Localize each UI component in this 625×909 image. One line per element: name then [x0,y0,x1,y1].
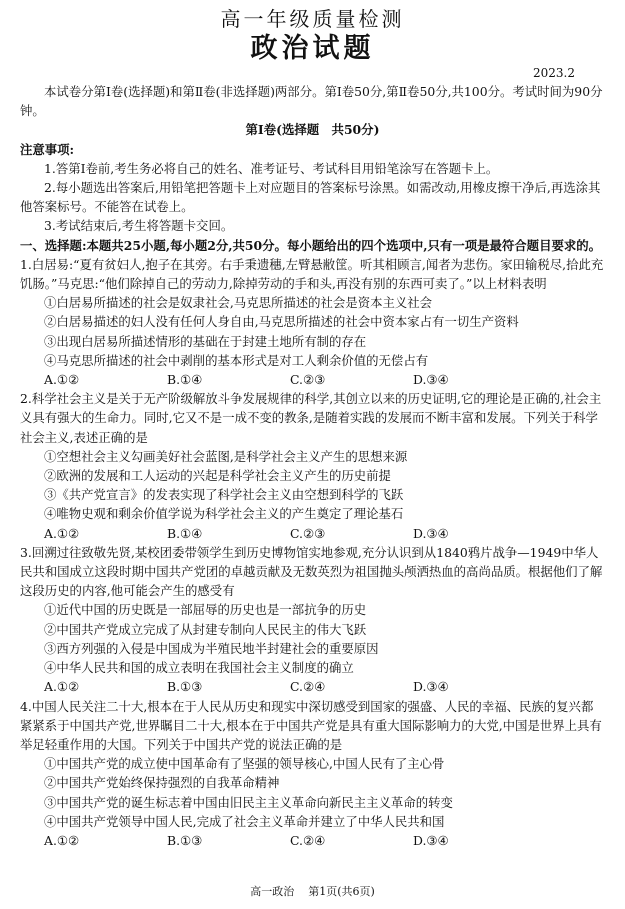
answer-choices [20,524,605,543]
question-4 [20,697,605,851]
question-option: ①近代中国的历史既是一部屈辱的历史也是一部抗争的历史 [44,602,367,618]
footer-page-number: 第1页(共6页) [308,885,375,898]
question-1 [20,255,605,389]
note-item: 2.每小题选出答案后,用铅笔把答题卡上对应题目的答案标号涂黑。如需改动,用橡皮擦干净后,再选涂其他答案标号。不能答在试卷上。 [20,180,601,215]
intro-paragraph: 本试卷分第Ⅰ卷(选择题)和第Ⅱ卷(非选择题)两部分。第Ⅰ卷50分,第Ⅱ卷50分,共100分。考试时间为90分钟。 [20,84,603,119]
question-option: ②中国共产党成立完成了从封建专制向人民民主的伟大飞跃 [44,621,367,637]
choice-b: B.①④ [167,525,203,541]
question-option: ④中国共产党领导中国人民,完成了社会主义革命并建立了中华人民共和国 [44,813,445,829]
question-stem: 2.科学社会主义是关于无产阶级解放斗争发展规律的科学,其创立以来的历史证明,它的理论是正确的,社会主义具有强大的生命力。同时,它又不是一成不变的教条,是随着实践的发展而不断丰富和发展。下列关于科学社会主义,表述正确的是 [20,391,602,445]
choice-d: D.③④ [413,372,449,388]
question-2 [20,389,605,543]
choice-d: D.③④ [413,525,449,541]
choice-c: C.②④ [290,832,326,848]
choice-a: A.①② [44,372,80,388]
choice-a: A.①② [44,525,80,541]
question-option: ③出现白居易所描述情形的基础在于封建土地所有制的存在 [44,333,367,349]
question-stem: 4.中国人民关注二十大,根本在于人民从历史和现实中深切感受到国家的强盛、人民的幸福、民族的复兴都紧紧系于中国共产党,世界瞩目二十大,根本在于中国共产党是具有重大国际影响力的大党,中国是世界上具有举足轻重作用的大国。下列关于中国共产党的说法正确的是 [20,698,602,752]
footer-subject: 高一政治 [250,885,295,898]
question-option: ②白居易描述的妇人没有任何人身自由,马克思所描述的社会中资本家占有一切生产资料 [44,314,519,330]
question-3 [20,543,605,697]
answer-choices [20,370,605,389]
question-option: ②欧洲的发展和工人运动的兴起是科学社会主义产生的历史前提 [44,468,391,484]
subject-title: 政治试题 [250,33,375,64]
question-option: ④马克思所描述的社会中剥削的基本形式是对工人剩余价值的无偿占有 [44,352,429,368]
choice-a: A.①② [44,679,80,695]
choice-c: C.②③ [290,525,326,541]
question-option: ④唯物史观和剩余价值学说为科学社会主义的产生奠定了理论基石 [44,506,404,522]
question-option: ①中国共产党的成立使中国革命有了坚强的领导核心,中国人民有了主心骨 [44,756,445,772]
notes-title: 注意事项: [20,141,75,157]
part-instruction: 一、选择题:本题共25小题,每小题2分,共50分。每小题给出的四个选项中,只有一项是最符合题目要求的。 [20,237,602,253]
grade-title: 高一年级质量检测 [220,7,405,31]
note-item: 3.考试结束后,考生将答题卡交回。 [44,218,234,234]
note-item: 1.答第Ⅰ卷前,考生务必将自己的姓名、准考证号、考试科目用铅笔涂写在答题卡上。 [44,160,499,176]
choice-b: B.①③ [167,679,203,695]
question-option: ④中华人民共和国的成立表明在我国社会主义制度的确立 [44,660,354,676]
section-title: 第Ⅰ卷(选择题 共50分) [245,122,380,138]
choice-b: B.①③ [167,832,203,848]
question-option: ③西方列强的入侵是中国成为半殖民地半封建社会的重要原因 [44,640,379,656]
question-option: ③中国共产党的诞生标志着中国由旧民主主义革命向新民主主义革命的转变 [44,794,453,810]
choice-b: B.①④ [167,372,203,388]
question-option: ①空想社会主义勾画美好社会蓝图,是科学社会主义产生的思想来源 [44,448,408,464]
choice-a: A.①② [44,832,80,848]
question-option: ①白居易所描述的社会是奴隶社会,马克思所描述的社会是资本主义社会 [44,295,433,311]
choice-d: D.③④ [413,679,449,695]
page-footer [0,885,625,899]
choice-c: C.②④ [290,679,326,695]
question-stem: 3.回溯过往致敬先贤,某校团委带领学生到历史博物馆实地参观,充分认识到从1840鸦片战争—1949中华人民共和国成立这段时期中国共产党团的卓越贡献及无数英烈为祖国抛头颅洒热血的高尚品质。根据他们了解这段历史的内容,他可能会产生的感受有 [20,544,603,599]
question-option: ②中国共产党始终保持强烈的自我革命精神 [44,775,280,791]
answer-choices [20,677,605,696]
question-option: ③《共产党宣言》的发表实现了科学社会主义由空想到科学的飞跃 [44,487,404,503]
question-stem: 1.白居易:“夏有贫妇人,抱子在其旁。右手秉遗穗,左臂悬敝筐。听其相顾言,闻者为悲伤。家田输税尽,拾此充饥肠。”马克思:“他们除掉自己的劳动力,除掉劳动的手和头,再没有别的东西可卖了。”以上材料表明 [20,256,604,292]
choice-c: C.②③ [290,372,326,388]
choice-d: D.③④ [413,832,449,848]
exam-date: 2023.2 [533,66,575,80]
answer-choices [20,831,605,850]
